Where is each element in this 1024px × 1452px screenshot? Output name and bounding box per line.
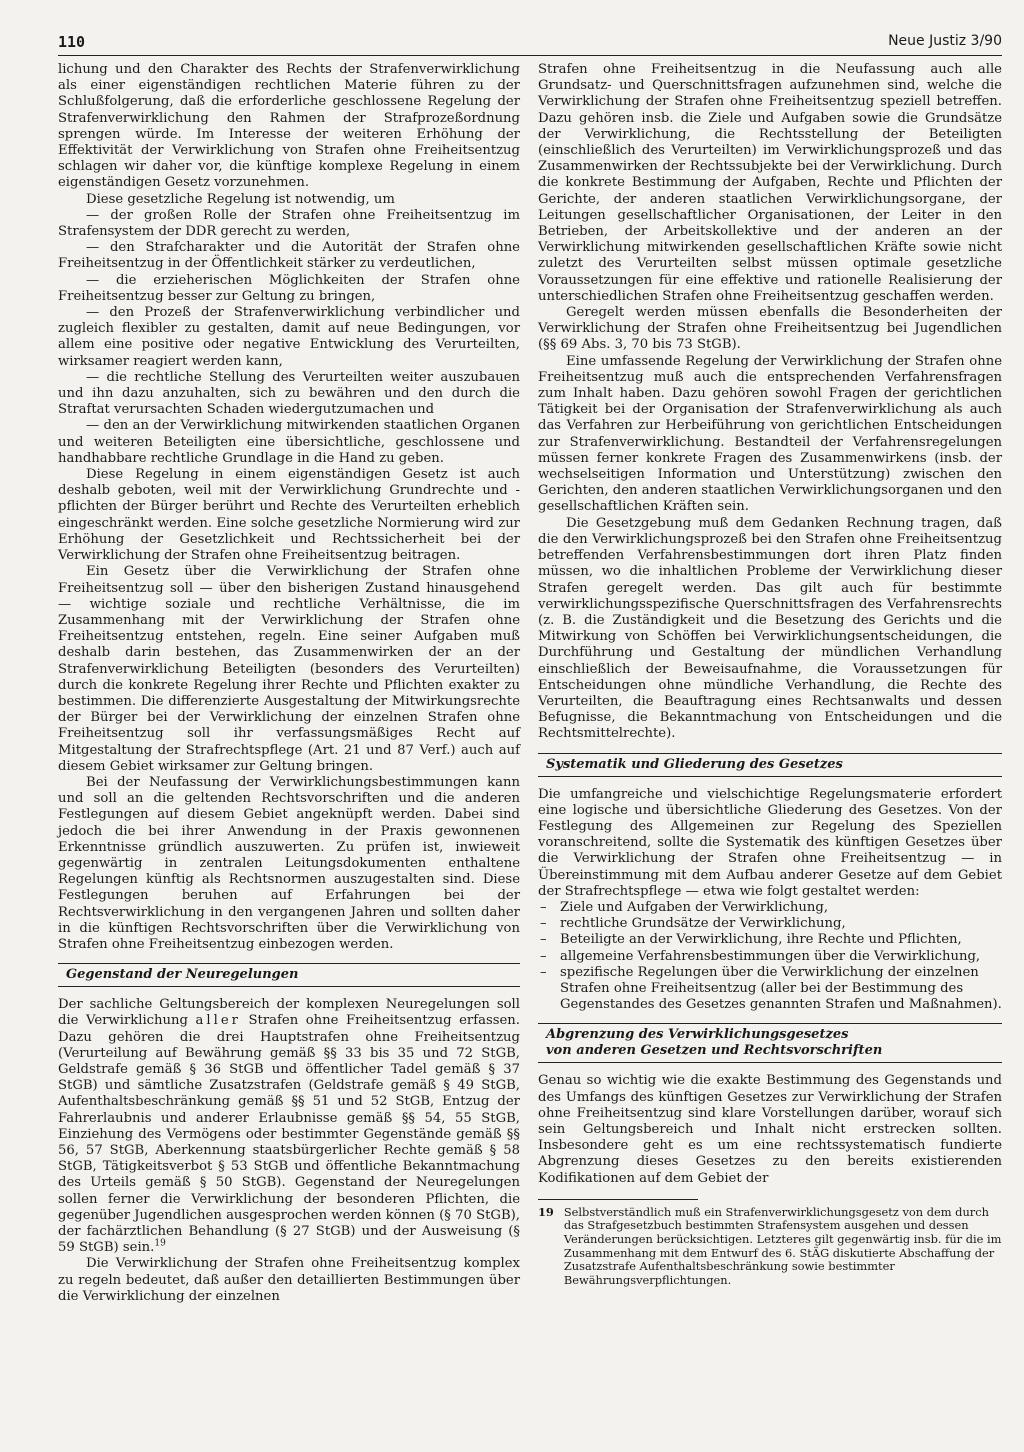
- left-column: [58, 62, 520, 1305]
- paragraph: Die Verwirklichung der Strafen ohne Freiheitsentzug komplex zu regeln bedeutet, daß außer den detaillierten Bestimmungen über die Verwirklichung der einzelnen: [58, 1256, 520, 1304]
- bullet-item: — den Prozeß der Strafenverwirklichung verbindlicher und zugleich flexibler zu gestalten, damit auf neue Bedingungen, vor allem eine positive oder negative Entwicklung des Verurteilten, wirksamer reagiert werden kann,: [58, 305, 520, 369]
- page-header: [58, 33, 1002, 56]
- paragraph: Eine umfassende Regelung der Verwirklichung der Strafen ohne Freiheitsentzug muß auch die entsprechenden Verfahrensfragen zum Inhalt haben. Dazu gehören sowohl Fragen der gerichtlichen Tätigkeit bei der Organisation der Strafenverwirklichung als auch das Verfahren zur Herbeiführung von gerichtlichen Entscheidungen zur Strafenverwirklichung. Bestandteil der Verfahrensregelungen müssen ferner konkrete Fragen des Zusammenwirkens (insb. der wechselseitigen Information und Unterstützung) zwischen den Gerichten, den anderen staatlichen Verwirklichungsorganen und den gesellschaftlichen Kräften sein.: [538, 353, 1002, 515]
- paragraph: Die Gesetzgebung muß dem Gedanken Rechnung tragen, daß die den Verwirklichungsprozeß bei den Strafen ohne Freiheitsentzug betreffenden Verfahrensbestimmungen dort ihren Platz finden müssen, wo die inhaltlichen Probleme der Verwirklichung dieser Strafen geregelt werden. Das gilt auch für bestimmte verwirklichungsspezifische Querschnittsfragen des Verfahrensrechts (z. B. die Zuständigkeit und die Besetzung des Gerichts und die Mitwirkung von Schöffen bei Verwirklichungsentscheidungen, die Durchführung und Gestaltung der mündlichen Verhandlung einschließlich der Beweisaufnahme, die Voraussetzungen für Entscheidungen ohne mündliche Verhandlung, die Rechte des Verurteilten, die Beauftragung eines Rechtsanwalts und dessen Befugnisse, die Bekanntmachung von Entscheidungen und die Rechtsmittelrechte).: [538, 515, 1002, 742]
- paragraph: Geregelt werden müssen ebenfalls die Besonderheiten der Verwirklichung der Strafen ohne Freiheitsentzug bei Jugendlichen (§§ 69 Abs. 3, 70 bis 73 StGB).: [538, 305, 1002, 353]
- section-heading: Systematik und Gliederung des Gesetzes: [538, 753, 1002, 777]
- emphasis: aller: [195, 1013, 241, 1029]
- paragraph: Der sachliche Geltungsbereich der komplexen Neuregelungen soll die Verwirklichung aller Strafen ohne Freiheitsentzug erfassen. Dazu gehören die drei Hauptstrafen ohne Freiheitsentzug (Verurteilung auf Bewährung gemäß §§ 33 bis 35 und 72 StGB, Geldstrafe gemäß § 36 StGB und öffentlicher Tadel gemäß § 37 StGB) und sämtliche Zusatzstrafen (Geldstrafe gemäß § 49 StGB, Aufenthaltsbeschränkung gemäß §§ 51 und 52 StGB, Entzug der Fahrerlaubnis und anderer Erlaubnisse gemäß §§ 54, 55 StGB, Einziehung des Vermögens oder bestimmter Gegenstände gemäß §§ 56, 57 StGB, Aberkennung staatsbürgerlicher Rechte gemäß § 58 StGB, Tätigkeitsverbot § 53 StGB und öffentliche Bekanntmachung des Urteils gemäß § 50 StGB). Gegenstand der Neuregelungen sollen ferner die Verwirklichung der besonderen Pflichten, die gegenüber Jugendlichen ausgesprochen werden können (§ 70 StGB), der fachärztlichen Behandlung (§ 27 StGB) und der Ausweisung (§ 59 StGB) sein.$^{19}$: [58, 997, 520, 1256]
- page-number: 110: [58, 33, 86, 51]
- footnote-number: 19: [538, 1204, 554, 1219]
- list-item: – spezifische Regelungen über die Verwirklichung der einzelnen Strafen ohne Freiheitsentzug (aller bei der Bestimmung des Gegenstandes des Gesetzes genannten Strafen und Maßnahmen).: [538, 965, 1002, 1014]
- paragraph: Die umfangreiche und vielschichtige Regelungsmaterie erfordert eine logische und übersichtliche Gliederung des Gesetzes. Von der Festlegung des Allgemeinen zur Regelung des Speziellen voranschreitend, sollte die Systematik des künftigen Gesetzes über die Verwirklichung der Strafen ohne Freiheitsentzug — in Übereinstimmung mit dem Aufbau anderer Gesetze auf dem Gebiet der Strafrechtspflege — etwa wie folgt gestaltet werden:: [538, 786, 1002, 899]
- bullet-item: — den Strafcharakter und die Autorität der Strafen ohne Freiheitsentzug in der Öffentlichkeit stärker zu verdeutlichen,: [58, 240, 520, 272]
- footnote-text: Selbstverständlich muß ein Strafenverwirklichungsgesetz von dem durch das Strafgesetzbuch bestimmten Strafensystem ausgehen und dessen Veränderungen berücksichtigen. Letzteres gilt gegenwärtig insb. für die im Zusammenhang mit dem Entwurf des 6. StÄG diskutierte Abschaffung der Zusatzstrafe Aufenthaltsbeschränkung sowie bestimmter Bewährungsverpflichtungen.: [563, 1204, 1002, 1287]
- section-heading: Abgrenzung des Verwirklichungsgesetzes von anderen Gesetzen und Rechtsvorschriften: [538, 1023, 1002, 1063]
- bullet-item: — die rechtliche Stellung des Verurteilten weiter auszubauen und ihn dazu anzuhalten, sich zu bewähren und den durch die Straftat verursachten Schaden wiedergutzumachen und: [58, 369, 520, 418]
- paragraph: Diese gesetzliche Regelung ist notwendig, um: [86, 191, 395, 207]
- structure-list: [538, 900, 1002, 1013]
- paragraph: Ein Gesetz über die Verwirklichung der Strafen ohne Freiheitsentzug soll — über den bisherigen Zustand hinausgehend — wichtige soziale und rechtliche Verhältnisse, die im Zusammenhang mit der Verwirklichung der Strafen ohne Freiheitsentzug entstehen, regeln. Eine seiner Aufgaben muß deshalb darin bestehen, das Zusammenwirken der an der Strafenverwirklichung Beteiligten (besonders des Verurteilten) durch die konkrete Regelung ihrer Rechte und Pflichten exakter zu bestimmen. Die differenzierte Ausgestaltung der Mitwirkungsrechte der Bürger bei der Verwirklichung der einzelnen Strafen ohne Freiheitsentzug soll ihr verfassungsmäßiges Recht auf Mitgestaltung der Strafrechtspflege (Art. 21 und 87 Verf.) auch auf diesem Gebiet wirksamer zur Geltung bringen.: [58, 564, 520, 774]
- footnote-ref[interactable]: 19: [154, 1238, 166, 1249]
- paragraph: Genau so wichtig wie die exakte Bestimmung des Gegenstands und des Umfangs des künftigen Gesetzes zur Verwirklichung der Strafen ohne Freiheitsentzug sind klare Vorstellungen darüber, worauf sich sein Geltungsbereich und Inhalt nicht erstrecken sollten. Insbesondere geht es um eine rechtssystematisch fundierte Abgrenzung dieses Gesetzes zu den bereits existierenden Kodifikationen auf dem Gebiet der: [538, 1073, 1002, 1186]
- section-heading: Gegenstand der Neuregelungen: [58, 963, 520, 987]
- journal-title: Neue Justiz 3/90: [888, 33, 1002, 49]
- list-item: – Ziele und Aufgaben der Verwirklichung,: [538, 900, 1002, 916]
- paragraph: Diese Regelung in einem eigenständigen Gesetz ist auch deshalb geboten, weil mit der Verwirklichung Grundrechte und -pflichten der Bürger berührt und Rechte des Verurteilten erheblich eingeschränkt werden. Eine solche gesetzliche Normierung wird zur Erhöhung der Gesetzlichkeit und Rechtssicherheit bei der Verwirklichung der Strafen ohne Freiheitsentzug beitragen.: [58, 467, 520, 564]
- paragraph: Bei der Neufassung der Verwirklichungsbestimmungen kann und soll an die geltenden Rechtsvorschriften und die anderen Festlegungen auf diesem Gebiet angeknüpft werden. Dabei sind jedoch die bei ihrer Anwendung in der Praxis gewonnenen Erkenntnisse gründlich auszuwerten. Zu prüfen ist, inwieweit gegenwärtig in zentralen Leitungsdokumenten enthaltene Regelungen künftig als Rechtsnormen auszugestalten sind. Diese Festlegungen beruhen auf Erfahrungen bei der Rechtsverwirklichung in den vergangenen Jahren und sollten daher in die künftigen Rechtsvorschriften über die Verwirklichung von Strafen ohne Freiheitsentzug einbezogen werden.: [58, 774, 520, 952]
- paragraph: Strafen ohne Freiheitsentzug in die Neufassung auch alle Grundsatz- und Querschnittsfragen aufzunehmen sind, welche die Verwirklichung der Strafen ohne Freiheitsentzug speziell betreffen. Dazu gehören insb. die Ziele und Aufgaben sowie die Grundsätze der Verwirklichung, die Rechtsstellung der Beteiligten (einschließlich des Verurteilten) im Verwirklichungsprozeß und das Zusammenwirken der Rechtssubjekte bei der Verwirklichung. Durch die konkrete Bestimmung der Aufgaben, Rechte und Pflichten der Gerichte, der anderen staatlichen Verwirklichungsorgane, der Leitungen gesellschaftlicher Organisationen, der Leiter in den Betrieben, der Arbeitskollektive und der anderen an der Verwirklichung mitwirkenden gesellschaftlichen Kräfte sowie nicht zuletzt des Verurteilten selbst müssen optimale gesetzliche Voraussetzungen für eine effektive und rationelle Realisierung der unterschiedlichen Strafen ohne Freiheitsentzug geschaffen werden.: [538, 62, 1002, 304]
- footnote-divider: [538, 1199, 698, 1200]
- paragraph: lichung und den Charakter des Rechts der Strafenverwirklichung als einer eigenständigen rechtlichen Materie führen zu der Schlußfolgerung, daß die erforderliche geschlossene Regelung der Strafenverwirklichung den Rahmen der Strafprozeßordnung sprengen würde. Im Interesse der weiteren Erhöhung der Effektivität der Verwirklichung von Strafen ohne Freiheitsentzug schlagen wir daher vor, die künftige komplexe Regelung in einem eigenständigen Gesetz vorzunehmen.: [58, 62, 520, 191]
- footnote: [538, 1206, 1002, 1288]
- bullet-item: — der großen Rolle der Strafen ohne Freiheitsentzug im Strafensystem der DDR gerecht zu werden,: [58, 207, 520, 240]
- bullet-item: — den an der Verwirklichung mitwirkenden staatlichen Organen und weiteren Beteiligten eine übersichtliche, geschlossene und handhabbare rechtliche Grundlage in die Hand zu geben.: [58, 418, 520, 466]
- list-item: – rechtliche Grundsätze der Verwirklichung,: [538, 916, 1002, 932]
- bullet-item: — die erzieherischen Möglichkeiten der Strafen ohne Freiheitsentzug besser zur Geltung zu bringen,: [58, 272, 520, 304]
- list-item: – Beteiligte an der Verwirklichung, ihre Rechte und Pflichten,: [538, 932, 1002, 948]
- list-item: – allgemeine Verfahrensbestimmungen über die Verwirklichung,: [538, 949, 1002, 965]
- right-column: [538, 62, 1002, 1287]
